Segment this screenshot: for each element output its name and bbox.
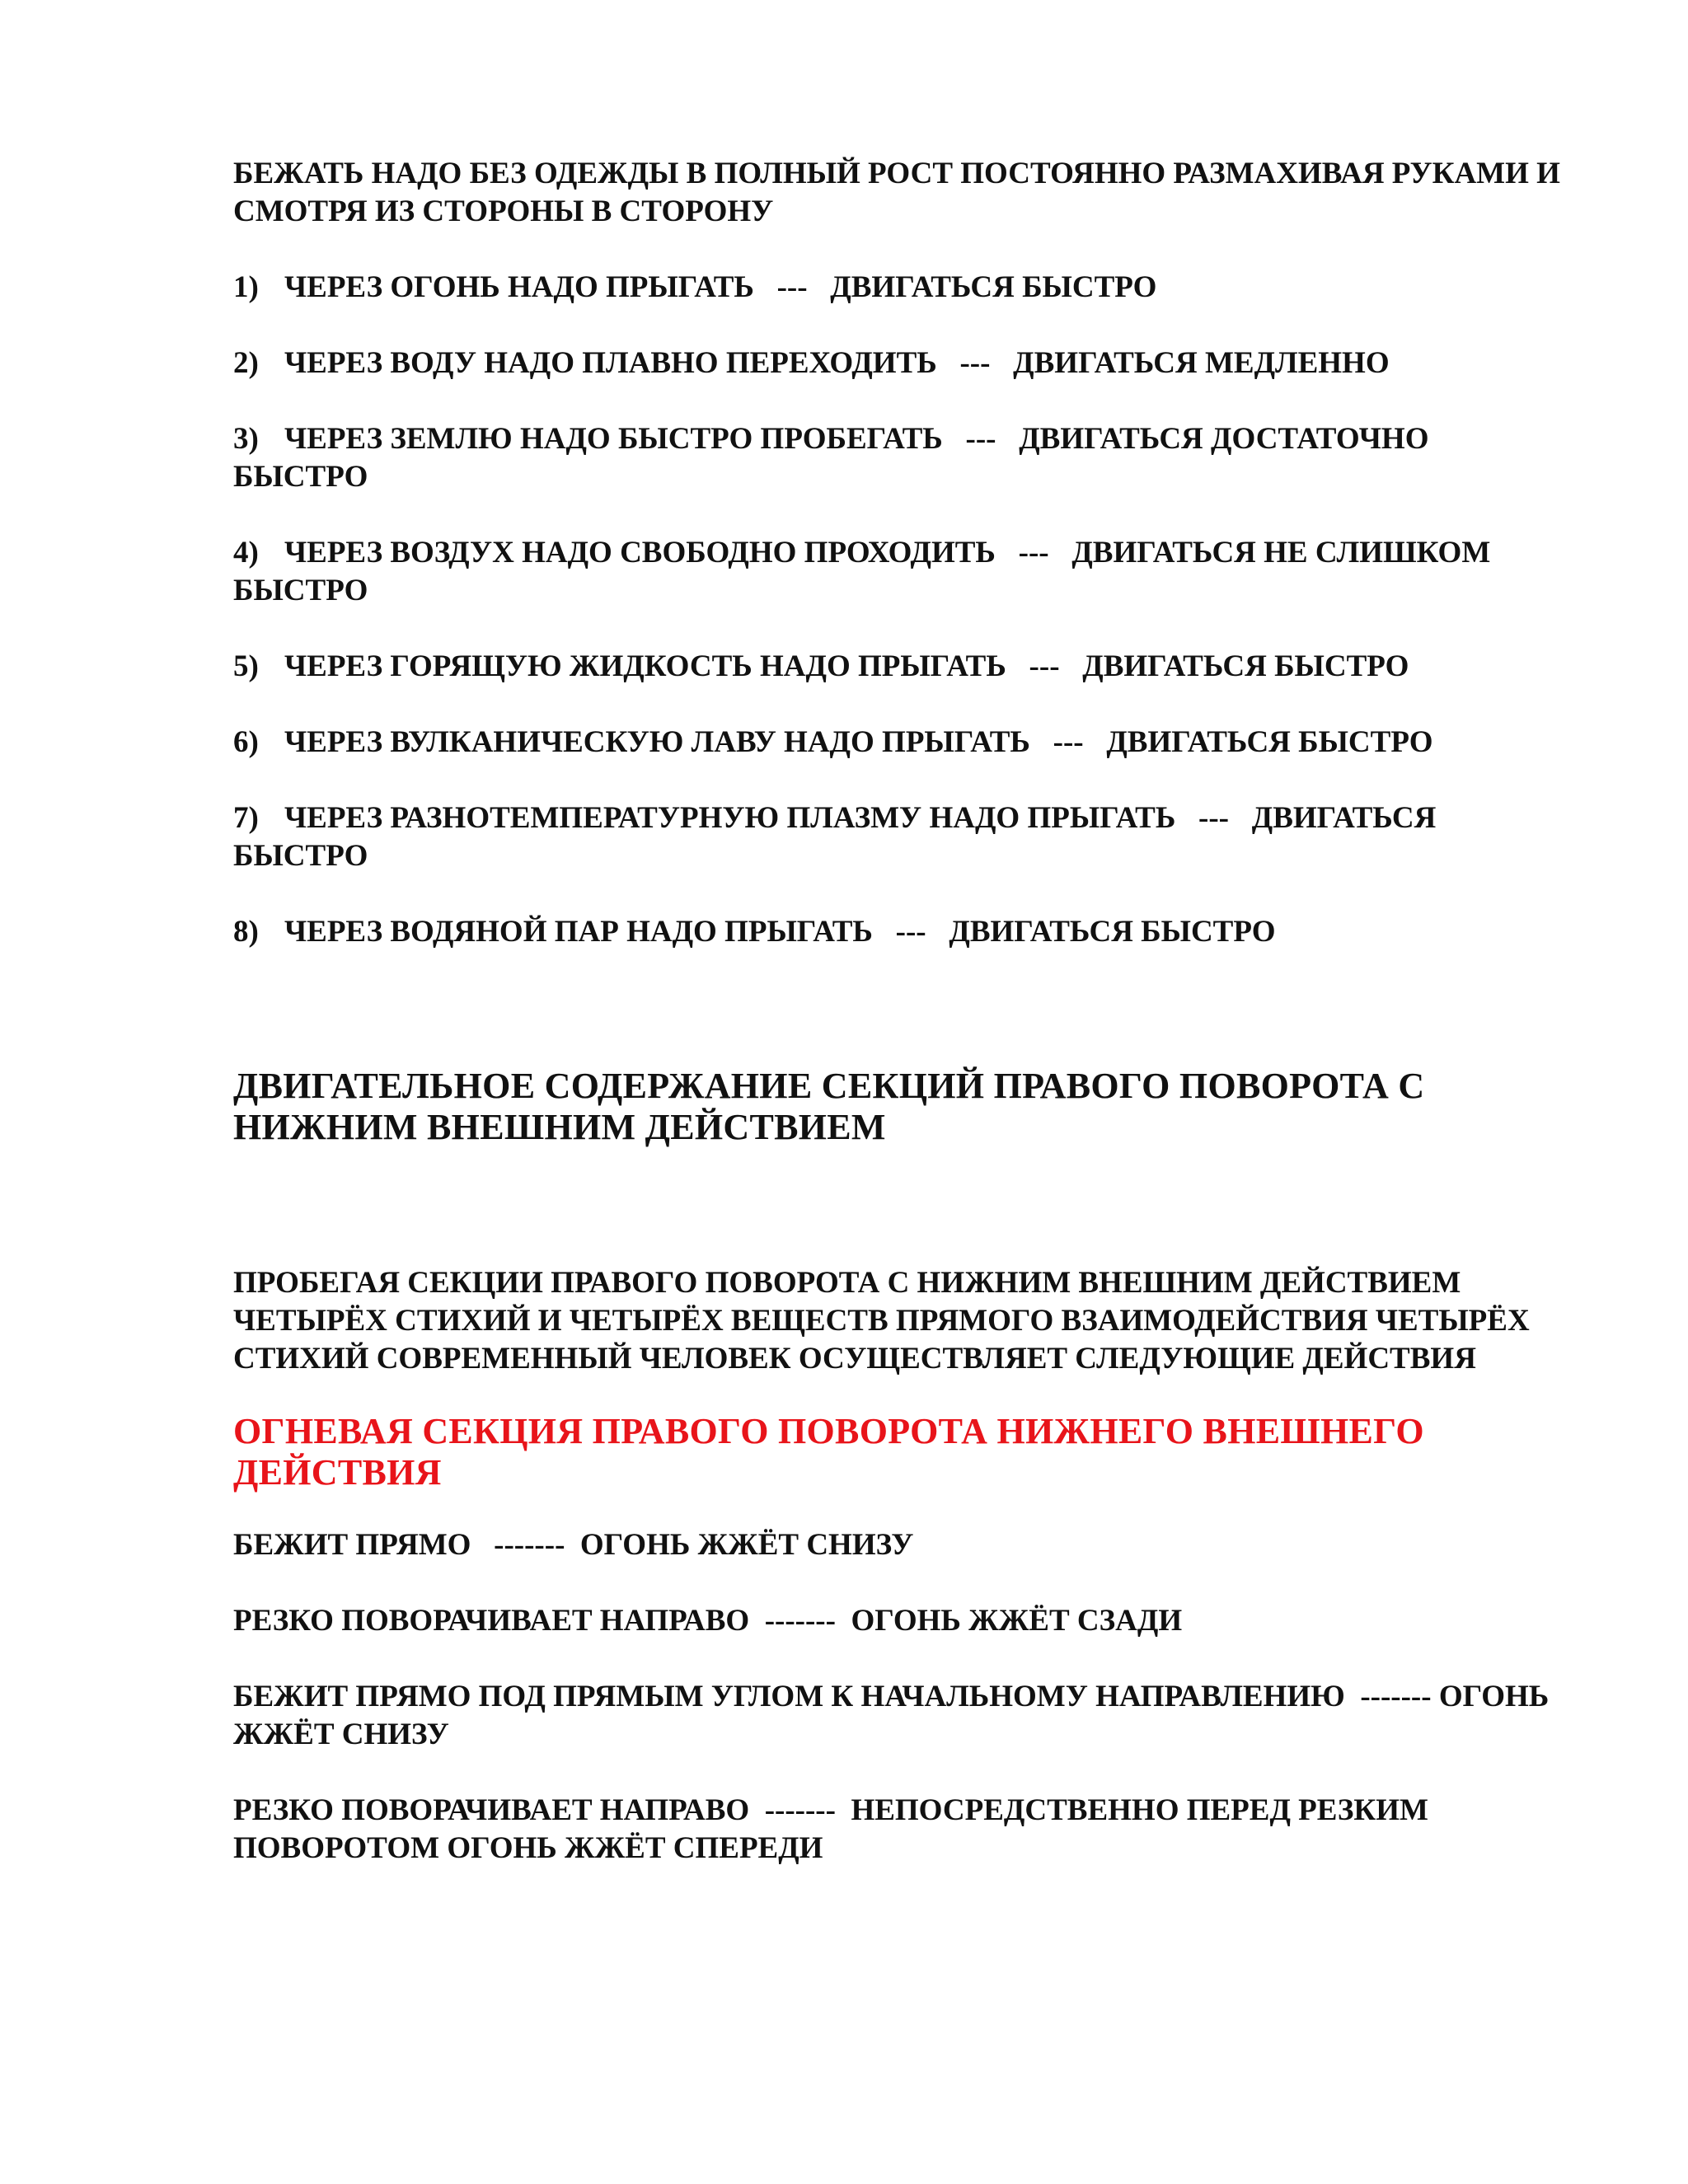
section-intro-paragraph: ПРОБЕГАЯ СЕКЦИИ ПРАВОГО ПОВОРОТА С НИЖНИМ ВНЕШНИМ ДЕЙСТВИЕМ ЧЕТЫРЁХ СТИХИЙ И ЧЕТЫРЁХ ВЕЩЕСТВ ПРЯМОГО ВЗАИМОДЕЙСТВИЯ ЧЕТЫРЁХ СТИХИЙ СОВРЕМЕННЫЙ ЧЕЛОВЕК ОСУЩЕСТВЛЯЕТ СЛЕДУЮЩИЕ ДЕЙСТВИЯ [233, 1266, 1530, 1376]
fire-step-4: РЕЗКО ПОВОРАЧИВАЕТ НАПРАВО ------- НЕПОСРЕДСТВЕННО ПЕРЕД РЕЗКИМ ПОВОРОТОМ ОГОНЬ ЖЖЁТ СПЕРЕДИ [233, 1793, 1437, 1865]
intro-paragraph: БЕЖАТЬ НАДО БЕЗ ОДЕЖДЫ В ПОЛНЫЙ РОСТ ПОСТОЯННО РАЗМАХИВАЯ РУКАМИ И СМОТРЯ ИЗ СТОРОНЫ В СТОРОНУ [233, 157, 1560, 228]
rule-text: ЧЕРЕЗ ОГОНЬ НАДО ПРЫГАТЬ --- ДВИГАТЬСЯ БЫСТРО [284, 270, 1157, 304]
rule-item-2 [233, 344, 1568, 382]
rule-number: 2) [233, 346, 259, 380]
rule-number: 6) [233, 725, 259, 759]
rule-number: 7) [233, 801, 259, 835]
rule-text: ЧЕРЕЗ ВУЛКАНИЧЕСКУЮ ЛАВУ НАДО ПРЫГАТЬ --- ДВИГАТЬСЯ БЫСТРО [284, 725, 1433, 759]
fire-section-heading: ОГНЕВАЯ СЕКЦИЯ ПРАВОГО ПОВОРОТА НИЖНЕГО ВНЕШНЕГО ДЕЙСТВИЯ [233, 1411, 1424, 1493]
rule-item-4 [233, 534, 1568, 610]
document-page [233, 155, 1568, 1868]
rule-number: 1) [233, 270, 259, 304]
fire-step-3: БЕЖИТ ПРЯМО ПОД ПРЯМЫМ УГЛОМ К НАЧАЛЬНОМУ НАПРАВЛЕНИЮ ------- ОГОНЬ ЖЖЁТ СНИЗУ [233, 1680, 1557, 1751]
fire-step-1: БЕЖИТ ПРЯМО ------- ОГОНЬ ЖЖЁТ СНИЗУ [233, 1528, 914, 1562]
rule-number: 5) [233, 649, 259, 683]
rule-item-8 [233, 913, 1568, 951]
section-heading: ДВИГАТЕЛЬНОЕ СОДЕРЖАНИЕ СЕКЦИЙ ПРАВОГО ПОВОРОТА С НИЖНИМ ВНЕШНИМ ДЕЙСТВИЕМ [233, 1066, 1425, 1147]
rule-item-1 [233, 269, 1568, 307]
rule-number: 3) [233, 422, 259, 456]
rule-item-7 [233, 799, 1568, 875]
rule-number: 4) [233, 536, 259, 569]
rule-item-5 [233, 648, 1568, 686]
rule-number: 8) [233, 915, 259, 949]
rule-item-6 [233, 724, 1568, 762]
rule-text: ЧЕРЕЗ ВОДЯНОЙ ПАР НАДО ПРЫГАТЬ --- ДВИГАТЬСЯ БЫСТРО [284, 915, 1276, 949]
rule-text: ЧЕРЕЗ ГОРЯЩУЮ ЖИДКОСТЬ НАДО ПРЫГАТЬ --- ДВИГАТЬСЯ БЫСТРО [284, 649, 1409, 683]
rule-item-3 [233, 420, 1568, 496]
rule-text: ЧЕРЕЗ ВОЗДУХ НАДО СВОБОДНО ПРОХОДИТЬ --- ДВИГАТЬСЯ НЕ СЛИШКОМ БЫСТРО [233, 536, 1498, 607]
rule-text: ЧЕРЕЗ ВОДУ НАДО ПЛАВНО ПЕРЕХОДИТЬ --- ДВИГАТЬСЯ МЕДЛЕННО [284, 346, 1390, 380]
fire-step-2: РЕЗКО ПОВОРАЧИВАЕТ НАПРАВО ------- ОГОНЬ ЖЖЁТ СЗАДИ [233, 1604, 1183, 1638]
rule-text: ЧЕРЕЗ ЗЕМЛЮ НАДО БЫСТРО ПРОБЕГАТЬ --- ДВИГАТЬСЯ ДОСТАТОЧНО БЫСТРО [233, 422, 1437, 494]
rule-text: ЧЕРЕЗ РАЗНОТЕМПЕРАТУРНУЮ ПЛАЗМУ НАДО ПРЫГАТЬ --- ДВИГАТЬСЯ БЫСТРО [233, 801, 1444, 873]
